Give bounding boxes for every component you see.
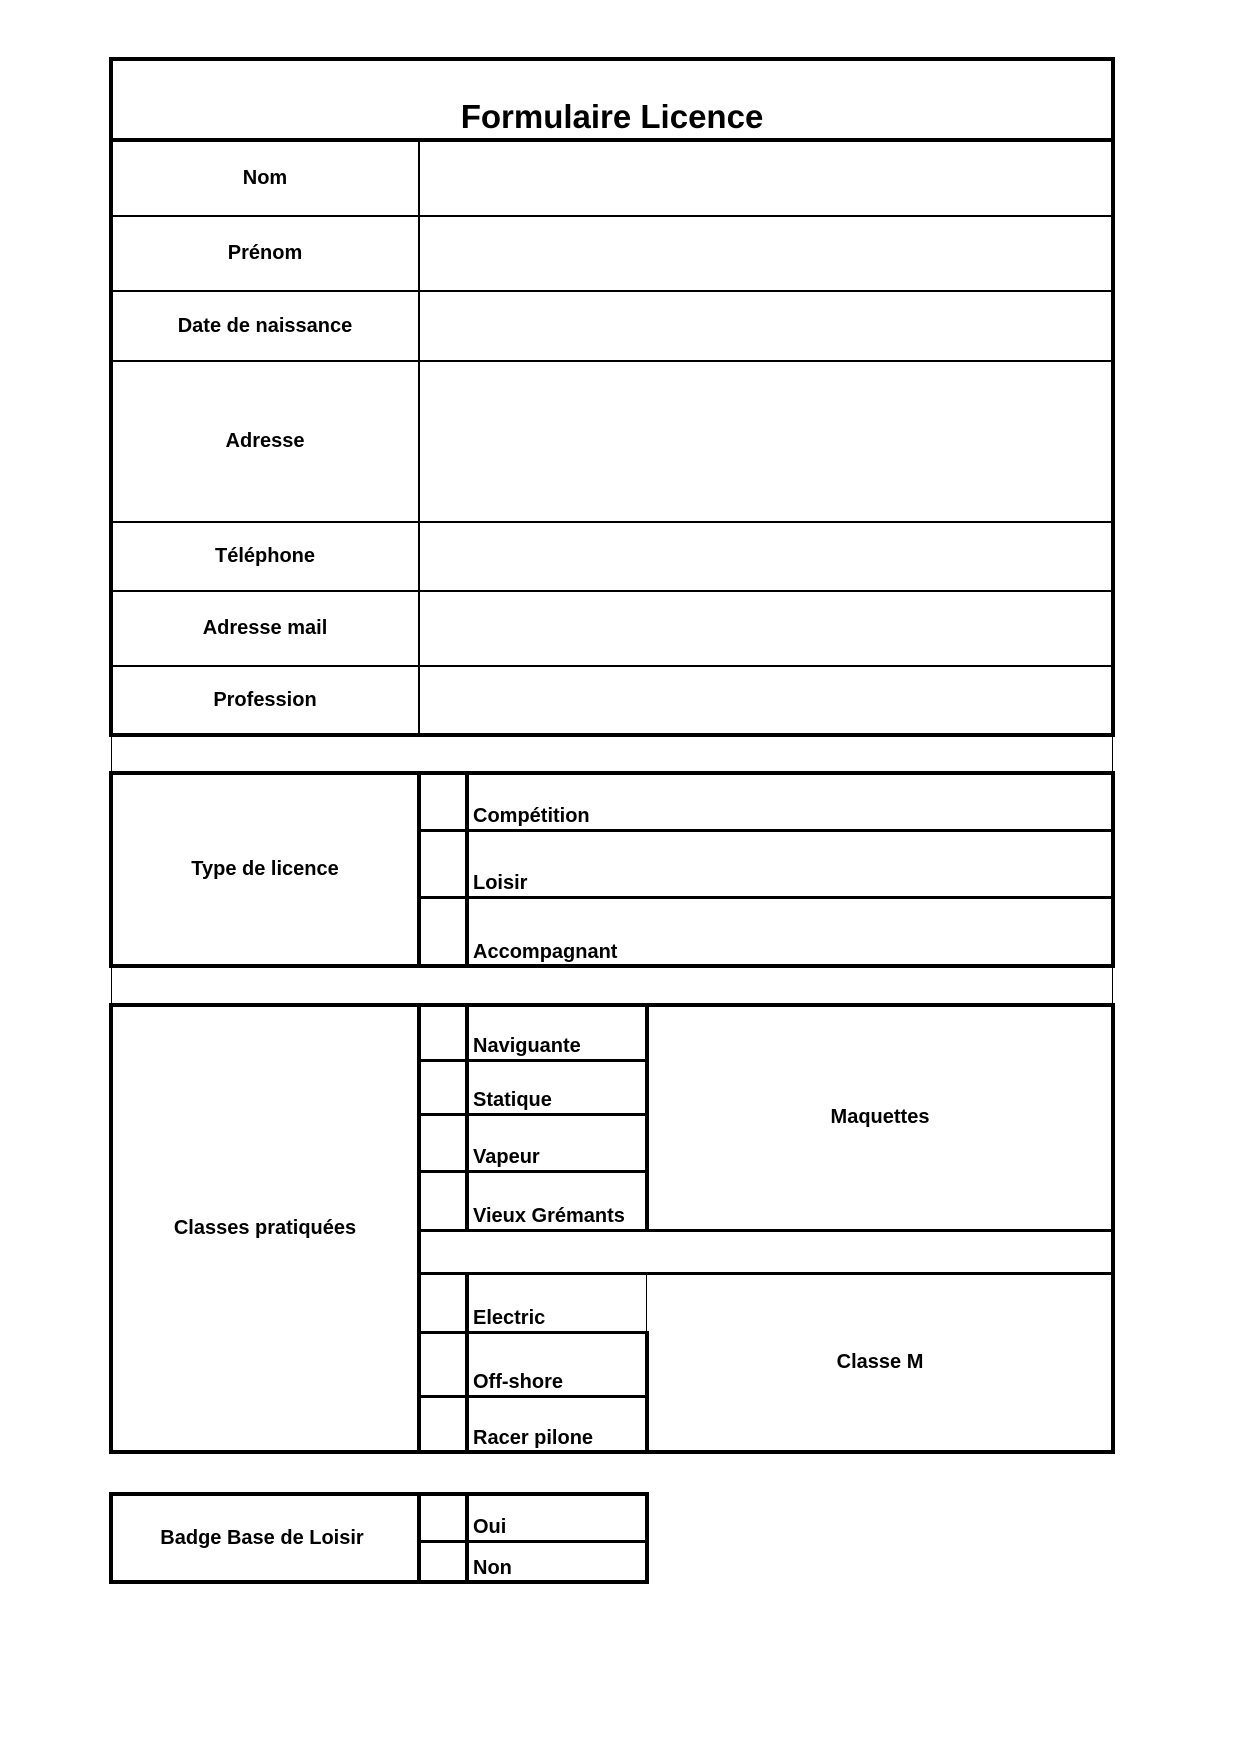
divider <box>417 771 421 968</box>
label-adresse-mail: Adresse mail <box>202 617 328 639</box>
divider <box>417 1229 1115 1232</box>
divider <box>111 360 1113 362</box>
divider <box>109 771 113 968</box>
divider <box>417 896 1115 899</box>
checkbox-vieux-gremants[interactable] <box>421 1173 465 1228</box>
divider <box>417 829 1115 832</box>
option-competition: Compétition <box>473 805 590 827</box>
divider <box>645 1492 649 1584</box>
divider <box>646 1273 647 1332</box>
divider <box>109 733 1115 737</box>
divider <box>109 1003 1115 1007</box>
checkbox-non[interactable] <box>421 1543 465 1580</box>
option-statique: Statique <box>473 1089 552 1111</box>
checkbox-off-shore[interactable] <box>421 1334 465 1394</box>
divider <box>1111 57 1115 737</box>
divider <box>465 1003 469 1232</box>
divider <box>1111 771 1115 968</box>
label-type-licence: Type de licence <box>191 858 339 880</box>
option-oui: Oui <box>473 1516 507 1538</box>
checkbox-vapeur[interactable] <box>421 1116 465 1169</box>
divider <box>109 1003 113 1454</box>
divider <box>465 1272 469 1452</box>
checkbox-naviguante[interactable] <box>421 1007 465 1058</box>
adresse-field[interactable] <box>421 363 1111 520</box>
divider <box>109 1580 649 1584</box>
divider <box>111 521 1113 523</box>
telephone-field[interactable] <box>421 524 1111 589</box>
divider <box>109 771 1115 775</box>
divider <box>109 964 1115 968</box>
nom-field[interactable] <box>421 142 1111 214</box>
divider <box>109 57 1115 61</box>
form-title: Formulaire Licence <box>460 98 764 135</box>
option-electric: Electric <box>473 1307 546 1329</box>
adresse-mail-field[interactable] <box>421 593 1111 664</box>
label-classes-pratiquees: Classes pratiquées <box>173 1217 357 1239</box>
checkbox-racer-pilone[interactable] <box>421 1398 465 1450</box>
option-racer-pilone: Racer pilone <box>473 1427 594 1449</box>
divider <box>418 140 420 735</box>
divider <box>645 1331 649 1452</box>
label-profession: Profession <box>213 689 317 711</box>
divider <box>645 1003 649 1232</box>
divider <box>111 968 112 1005</box>
divider <box>465 771 469 968</box>
divider <box>417 1492 421 1584</box>
checkbox-accompagnant[interactable] <box>421 899 465 964</box>
label-prenom: Prénom <box>227 242 303 264</box>
checkbox-oui[interactable] <box>421 1496 465 1539</box>
checkbox-statique[interactable] <box>421 1062 465 1112</box>
divider <box>111 215 1113 217</box>
divider <box>417 1272 1115 1275</box>
divider <box>111 590 1113 592</box>
date-naissance-field[interactable] <box>421 293 1111 359</box>
divider <box>417 1059 649 1062</box>
divider <box>417 1170 649 1173</box>
divider <box>465 1492 469 1584</box>
divider <box>109 1492 113 1584</box>
option-naviguante: Naviguante <box>473 1035 581 1057</box>
divider <box>417 1331 649 1334</box>
label-classe-m: Classe M <box>836 1351 924 1373</box>
divider <box>111 290 1113 292</box>
divider <box>417 1113 649 1116</box>
checkbox-loisir[interactable] <box>421 832 465 895</box>
checkbox-electric[interactable] <box>421 1275 465 1330</box>
divider <box>111 665 1113 667</box>
label-nom: Nom <box>242 166 288 189</box>
divider <box>109 57 113 737</box>
divider <box>109 1492 649 1496</box>
divider <box>417 1540 649 1543</box>
divider <box>109 1450 1115 1454</box>
divider <box>1112 735 1113 773</box>
prenom-field[interactable] <box>421 218 1111 289</box>
divider <box>109 138 1115 142</box>
divider <box>417 1395 649 1398</box>
divider <box>1112 968 1113 1005</box>
option-accompagnant: Accompagnant <box>473 941 618 963</box>
label-badge: Badge Base de Loisir <box>160 1526 364 1549</box>
option-non: Non <box>473 1557 512 1579</box>
label-maquettes: Maquettes <box>830 1106 930 1128</box>
label-date-naissance: Date de naissance <box>177 314 353 337</box>
option-loisir: Loisir <box>473 872 528 894</box>
option-vapeur: Vapeur <box>473 1146 540 1168</box>
label-adresse: Adresse <box>225 430 305 452</box>
profession-field[interactable] <box>421 668 1111 733</box>
option-vieux-gremants: Vieux Grémants <box>473 1205 625 1227</box>
option-off-shore: Off-shore <box>473 1371 563 1393</box>
checkbox-competition[interactable] <box>421 775 465 828</box>
label-telephone: Téléphone <box>214 545 315 567</box>
divider <box>111 735 112 773</box>
